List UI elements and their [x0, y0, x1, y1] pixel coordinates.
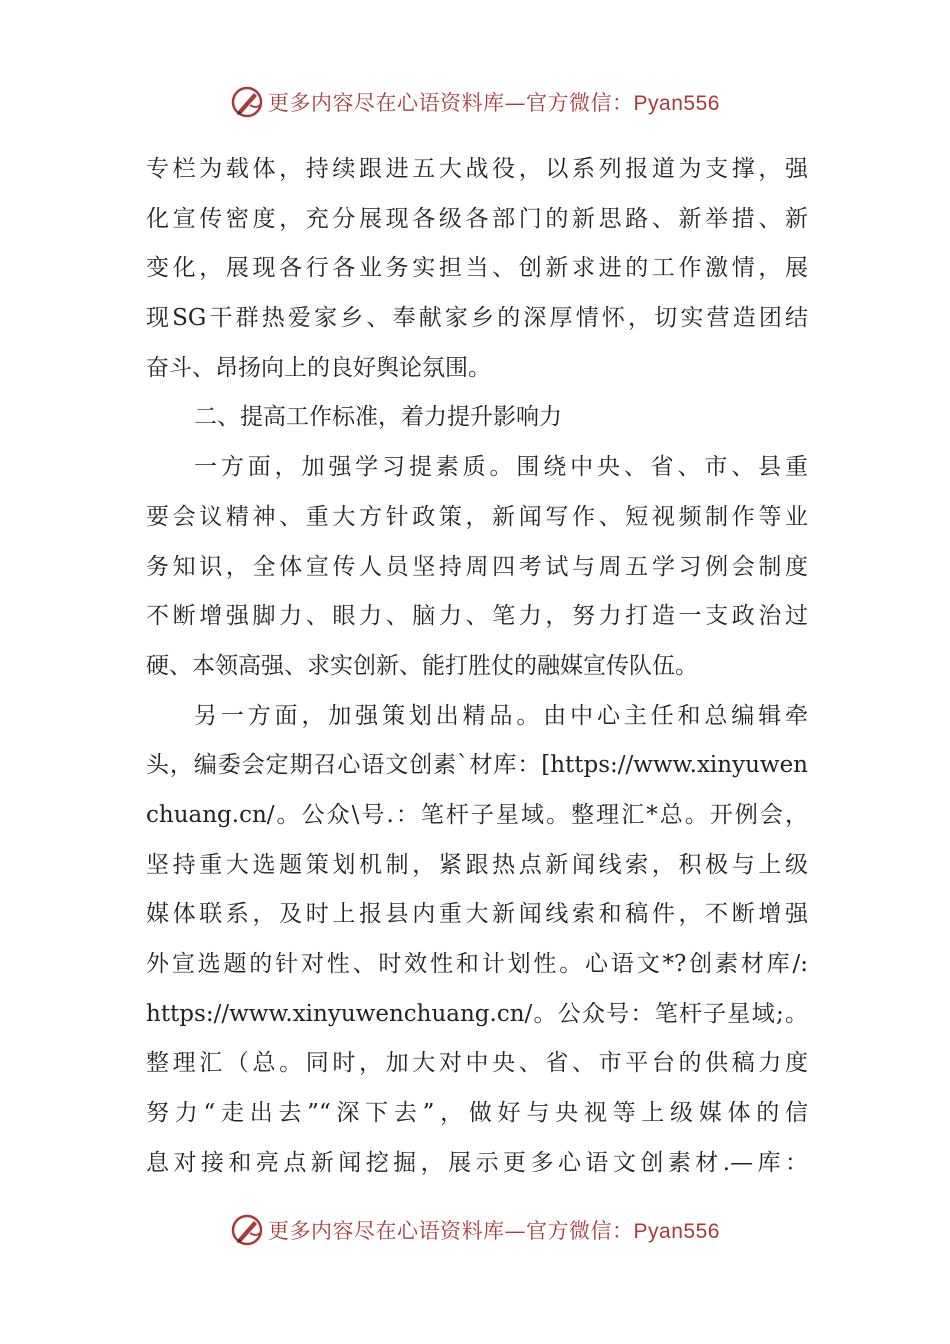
pen-seal-logo-icon [230, 85, 264, 119]
text-line: 头，编委会定期召心语文创素`材库：[https://www.xinyuwen [146, 752, 808, 779]
document-body [146, 145, 808, 1188]
text-line: 硬、本领高强、求实创新、能打胜仗的融媒宣传队伍。 [146, 652, 698, 679]
footer-wechat-id: Pyan556 [633, 1220, 720, 1243]
text-line: 息对接和亮点新闻挖掘，展示更多心语文创素材.—库： [146, 1149, 808, 1176]
text-line: 奋斗、昂扬向上的良好舆论氛围。 [146, 354, 491, 381]
text-line: 整理汇（总。同时，加大对中央、省、市平台的供稿力度 [146, 1050, 808, 1077]
text-line: 变化，展现各行各业务实担当、创新求进的工作激情，展 [146, 255, 808, 282]
text-line: 不断增强脚力、眼力、脑力、笔力，努力打造一支政治过 [146, 603, 808, 630]
section-heading: 二、提高工作标准，着力提升影响力 [194, 404, 562, 431]
footer-banner [0, 1208, 950, 1252]
footer-promo-text: 更多内容尽在心语资料库—官方微信：Pyan556 [268, 1219, 720, 1243]
text-line: 媒体联系，及时上报县内重大新闻线索和稿件，不断增强 [146, 901, 808, 928]
text-line: 化宣传密度，充分展现各级各部门的新思路、新举措、新 [146, 205, 808, 232]
header-banner [0, 80, 950, 124]
text-line: 一方面，加强学习提素质。围绕中央、省、市、县重 [194, 454, 808, 481]
text-line: chuang.cn/。公众\号.：笔杆子星域。整理汇*总。开例会， [146, 801, 808, 828]
text-line: 另一方面，加强策划出精品。由中心主任和总编辑牵 [194, 702, 808, 729]
text-line: https://www.xinyuwenchuang.cn/。公众号：笔杆子星域;。 [146, 1000, 808, 1027]
text-line: 专栏为载体，持续跟进五大战役，以系列报道为支撑，强 [146, 156, 808, 182]
header-promo-text: 更多内容尽在心语资料库—官方微信：Pyan556 [268, 91, 720, 115]
text-line: 要会议精神、重大方针政策，新闻写作、短视频制作等业 [146, 503, 808, 530]
pen-seal-logo-icon [230, 1213, 264, 1247]
text-line: 外宣选题的针对性、时效性和计划性。心语文*?创素材库/: [146, 951, 808, 977]
text-line: 现SG干群热爱家乡、奉献家乡的深厚情怀，切实营造团结 [146, 305, 808, 332]
text-line: 坚持重大选题策划机制，紧跟热点新闻线索，积极与上级 [146, 851, 808, 878]
text-line: 努力“走出去”“深下去”，做好与央视等上级媒体的信 [146, 1100, 808, 1127]
header-wechat-id: Pyan556 [633, 92, 720, 115]
text-line: 务知识，全体宣传人员坚持周四考试与周五学习例会制度 [146, 553, 808, 580]
